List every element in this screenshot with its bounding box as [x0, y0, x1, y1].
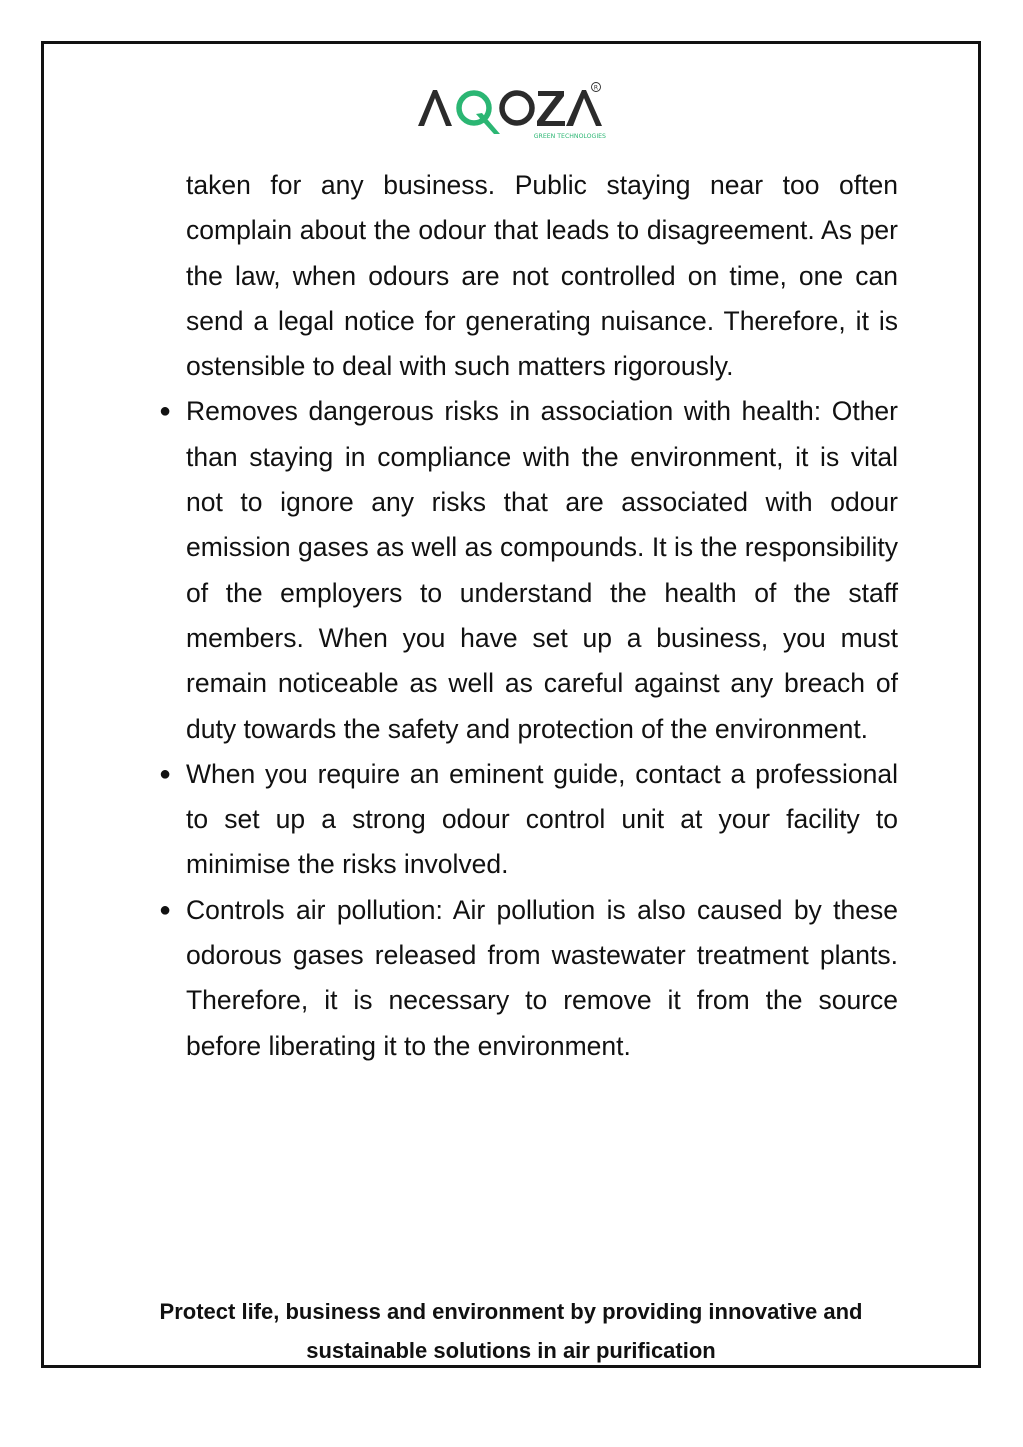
list-item — [159, 389, 898, 751]
list-item — [159, 888, 898, 1069]
bullet-dot-icon: ● — [159, 898, 172, 921]
bullet-dot-icon: ● — [159, 762, 172, 785]
aqoza-logo — [416, 80, 612, 142]
article-body — [159, 163, 898, 1069]
continued-paragraph: taken for any business. Public staying near too often complain about the odour that leads to disagreement. As per the law, when odours are not controlled on time, one can send a legal notice for generating nuisance. Therefore, it is ostensible to deal with such matters rigorously. — [186, 170, 898, 382]
bullet-dot-icon: ● — [159, 400, 172, 423]
bullet-text: Controls air pollution: Air pollution is also caused by these odorous gases released from wastewater treatment plants. Therefore, it is necessary to remove it from the source before liberating it to the environment. — [186, 894, 898, 1061]
aqoza-logo-graphic — [416, 80, 612, 142]
bullet-list — [159, 389, 898, 1068]
list-item — [159, 752, 898, 888]
footer-line-2: sustainable solutions in air purification — [306, 1338, 716, 1363]
svg-text:R: R — [593, 84, 599, 92]
footer-line-1: Protect life, business and environment by providing innovative and — [159, 1299, 863, 1324]
footer-slogan — [100, 1292, 922, 1370]
bullet-text: When you require an eminent guide, contact a professional to set up a strong odour control unit at your facility to minimise the risks involved. — [186, 758, 898, 880]
logo-tagline: GREEN TECHNOLOGIES — [533, 133, 606, 140]
bullet-text: Removes dangerous risks in association with health: Other than staying in compliance with the environment, it is vital not to ignore any risks that are associated with odour emission gases as well as compounds. It is the responsibility of the employers to understand the health of the staff members. When you have set up a business, you must remain noticeable as well as careful against any breach of duty towards the safety and protection of the environment. — [186, 396, 898, 744]
